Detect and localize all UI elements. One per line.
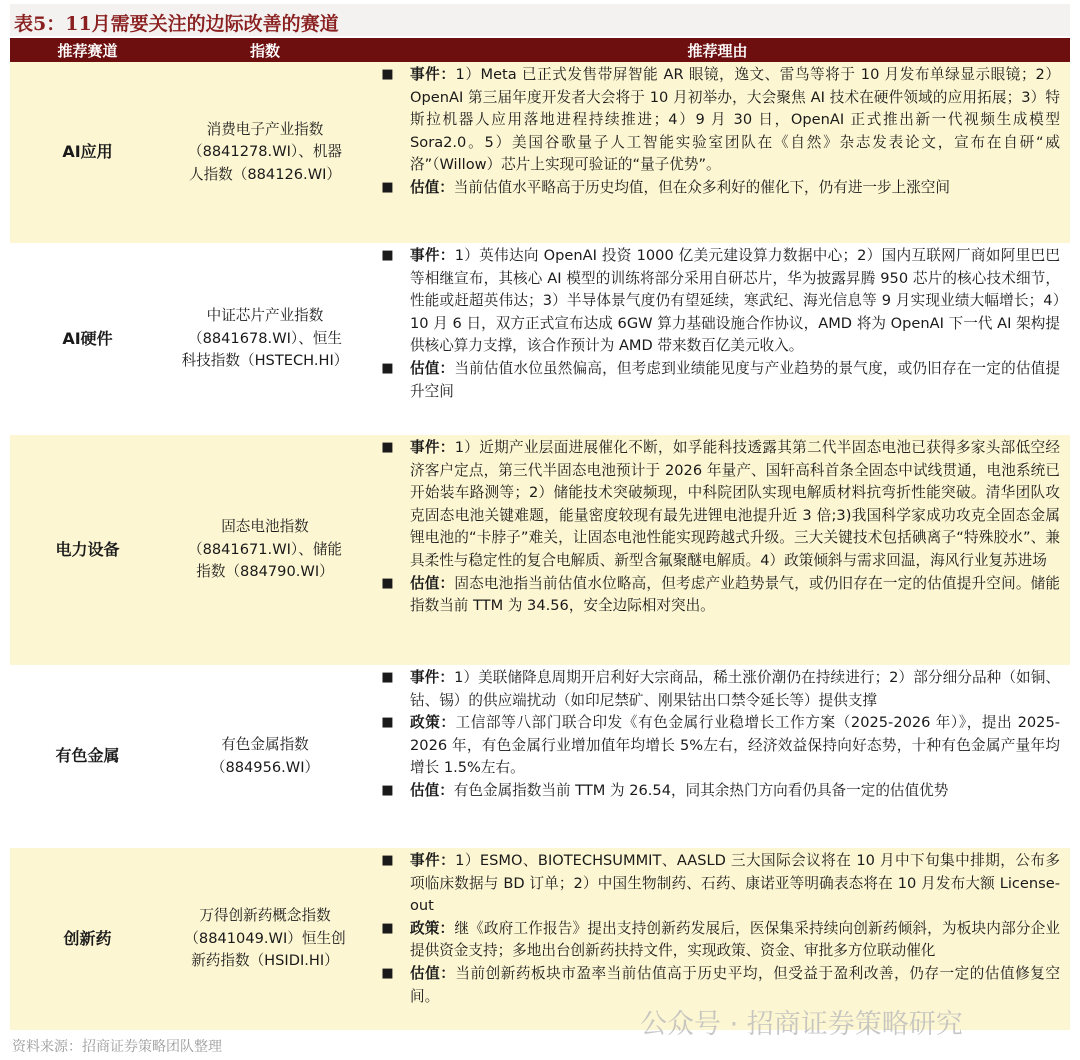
table-row: [10, 435, 1070, 665]
square-bullet-icon: ■: [381, 965, 394, 981]
reason-body: 工信部等八部门联合印发《有色金属行业稳增长工作方案（2025-2026 年）》，提出 2025-2026 年，有色金属行业增加值年均增长 5%左右，经济效益保持向好态势，十种有色金属产量年均增长 1.5%左右。: [410, 714, 1060, 777]
reason-body: 固态电池指当前估值水位略高，但考虑产业趋势景气，或仍旧存在一定的估值提升空间。储能指数当前 TTM 为 34.56，安全边际相对突出。: [410, 574, 1060, 615]
sector-cell: 有色金属: [55, 746, 120, 766]
reason-text: [410, 573, 1060, 618]
square-bullet-icon: ■: [381, 360, 394, 376]
reason-item: [365, 64, 1060, 177]
reason-body: 1）ESMO、BIOTECHSUMMIT、AASLD 三大国际会议将在 10 月中下旬集中排期，公布多项临床数据与 BD 订单；2）中国生物制药、石药、康诺亚等明确表态将在 10 月发布大额 License-out: [410, 852, 1060, 915]
reason-body: 当前创新药板块市盈率当前估值高于历史平均，但受益于盈利改善，仍存一定的估值修复空间。: [410, 964, 1060, 1005]
reason-cell: [365, 665, 1070, 848]
reason-text: [410, 64, 1060, 177]
reason-item: [365, 177, 1060, 200]
index-cell: 有色金属指数（884956.WI）: [210, 735, 320, 776]
square-bullet-icon: ■: [381, 575, 394, 591]
reason-item: [365, 918, 1060, 963]
reason-text: [410, 712, 1060, 780]
reason-label: 估值：: [410, 964, 456, 982]
header-index: 指数: [249, 41, 280, 60]
square-bullet-icon: ■: [381, 440, 394, 455]
reason-body: 1）美联储降息周期开启利好大宗商品，稀土涨价潮仍在持续进行；2）部分细分品种（如铜、钴、锡）的供应端扰动（如印尼禁矿、刚果钴出口禁令延长等）提供支撑: [410, 669, 1060, 709]
reason-body: 继《政府工作报告》提出支持创新药发展后，医保集采持续向创新药倾斜，为板块内部分企业提供资金支持；多地出台创新药扶持文件，实现政策、资金、审批多方位联动催化: [410, 919, 1060, 960]
reason-item: [365, 850, 1060, 918]
square-bullet-icon: ■: [381, 782, 394, 798]
reason-item: [365, 437, 1060, 573]
square-bullet-icon: ■: [381, 715, 394, 731]
reason-item: [365, 245, 1060, 358]
reason-label: 事件：: [410, 247, 455, 264]
reason-label: 估值：: [410, 574, 455, 592]
header-reason: 推荐理由: [687, 41, 748, 60]
reason-label: 政策：: [410, 714, 456, 732]
reason-body: 1）英伟达向 OpenAI 投资 1000 亿美元建设算力数据中心；2）国内互联网厂商如阿里巴巴等相继宣布，其核心 AI 模型的训练将部分采用自研芯片，华为披露昇腾 950 芯片的核心技术细节，性能或赶超英伟达；3）半导体景气度仍有望延续，寒武纪、海光信息等 9 月实现业绩大幅增长；4）10 月 6 日，双方正式宣布达成 6GW 算力基础设施合作协议，AMD 将为 OpenAI 下一代 AI 架构提供核心算力支撑，该合作预计为 AMD 带来数百亿美元收入。: [410, 247, 1060, 355]
reason-cell: [365, 435, 1070, 665]
sector-cell: 创新药: [63, 928, 112, 948]
reason-body: 当前估值水平略高于历史均值，但在众多利好的催化下，仍有进一步上涨空间: [453, 178, 950, 196]
square-bullet-icon: ■: [381, 670, 394, 685]
reason-text: [410, 780, 1060, 803]
reason-item: [365, 358, 1060, 403]
reason-body: 1）Meta 已正式发售带屏智能 AR 眼镜，逸文、雷鸟等将于 10 月发布单绿显示眼镜；2）OpenAI 第三届年度开发者大会将于 10 月初举办，大会聚焦 AI 技术在硬件领域的应用拓展；3）特斯拉机器人应用落地进程持续推进；4）9 月 30 日，OpenAI 正式推出新一代视频生成模型 Sora2.0。5）美国谷歌量子人工智能实验室团队在《自然》杂志发表论文，宣布在自研“威洛”（Willow）芯片上实现可验证的“量子优势”。: [410, 66, 1060, 174]
reason-body: 有色金属指数当前 TTM 为 26.54，同其余热门方向看仍具备一定的估值优势: [453, 781, 949, 799]
reason-text: [410, 358, 1060, 403]
reason-label: 估值：: [410, 781, 454, 799]
reason-text: [410, 437, 1060, 573]
reason-label: 事件：: [410, 852, 456, 869]
square-bullet-icon: ■: [381, 853, 394, 868]
table-header: [10, 38, 1070, 62]
index-cell: 消费电子产业指数（8841278.WI）、机器人指数（884126.WI）: [187, 120, 343, 183]
sector-cell: 电力设备: [55, 539, 120, 559]
reason-text: [410, 850, 1060, 918]
reason-text: [410, 177, 1060, 200]
title-bar: [10, 4, 1070, 36]
square-bullet-icon: ■: [381, 179, 394, 195]
reason-body: 当前估值水位虽然偏高，但考虑到业绩能见度与产业趋势的景气度，或仍旧存在一定的估值提升空间: [410, 359, 1060, 400]
reason-label: 事件：: [410, 669, 455, 686]
header-sector: 推荐赛道: [57, 41, 118, 60]
reason-label: 估值：: [410, 359, 455, 377]
reason-label: 估值：: [410, 178, 454, 196]
table-row: [10, 665, 1070, 848]
reason-label: 政策：: [410, 919, 455, 937]
reason-body: 1）近期产业层面进展催化不断，如孚能科技透露其第二代半固态电池已获得多家头部低空经济客户定点，第三代半固态电池预计于 2026 年量产、国轩高科首条全固态中试线贯通，电池系统已开始装车路测等；2）储能技术突破频现，中科院团队实现电解质材料抗弯折性能突破。清华团队攻克固态电池关键难题，能量密度较现有最先进锂电池提升近 3 倍;3)我国科学家成功攻克全固态金属锂电池的“卡脖子”难关，让固态电池性能实现跨越式升级。三大关键技术包括碘离子“特殊胶水”、兼具柔性与稳定性的复合电解质、新型含氟聚醚电解质。4）政策倾斜与需求回温，海风行业复苏进场: [410, 439, 1060, 569]
reason-cell: [365, 243, 1070, 435]
reason-cell: [365, 62, 1070, 243]
table-row: [10, 62, 1070, 243]
table-row: [10, 243, 1070, 435]
index-cell: 固态电池指数（8841671.WI）、储能指数（884790.WI）: [187, 518, 343, 581]
table-title: 表5：11月需要关注的边际改善的赛道: [14, 13, 339, 35]
reason-label: 事件：: [410, 66, 456, 83]
reason-item: [365, 780, 1060, 803]
reason-label: 事件：: [410, 439, 455, 456]
index-cell: 万得创新药概念指数（8841049.WI）恒生创新药指数（HSIDI.HI）: [184, 907, 346, 970]
reason-text: [410, 245, 1060, 358]
sector-table: [10, 38, 1070, 1030]
watermark: 公众号 · 招商证券策略研究: [640, 1009, 963, 1040]
source-note: 资料来源：招商证券策略团队整理: [12, 1039, 222, 1055]
index-cell: 中证芯片产业指数（8841678.WI）、恒生科技指数（HSTECH.HI）: [181, 307, 349, 370]
square-bullet-icon: ■: [381, 920, 394, 936]
reason-item: [365, 667, 1060, 712]
square-bullet-icon: ■: [381, 248, 394, 263]
reason-text: [410, 918, 1060, 963]
reason-text: [410, 667, 1060, 712]
reason-item: [365, 712, 1060, 780]
sector-cell: AI应用: [62, 142, 113, 162]
reason-item: [365, 573, 1060, 618]
square-bullet-icon: ■: [381, 67, 394, 82]
sector-cell: AI硬件: [62, 328, 113, 348]
